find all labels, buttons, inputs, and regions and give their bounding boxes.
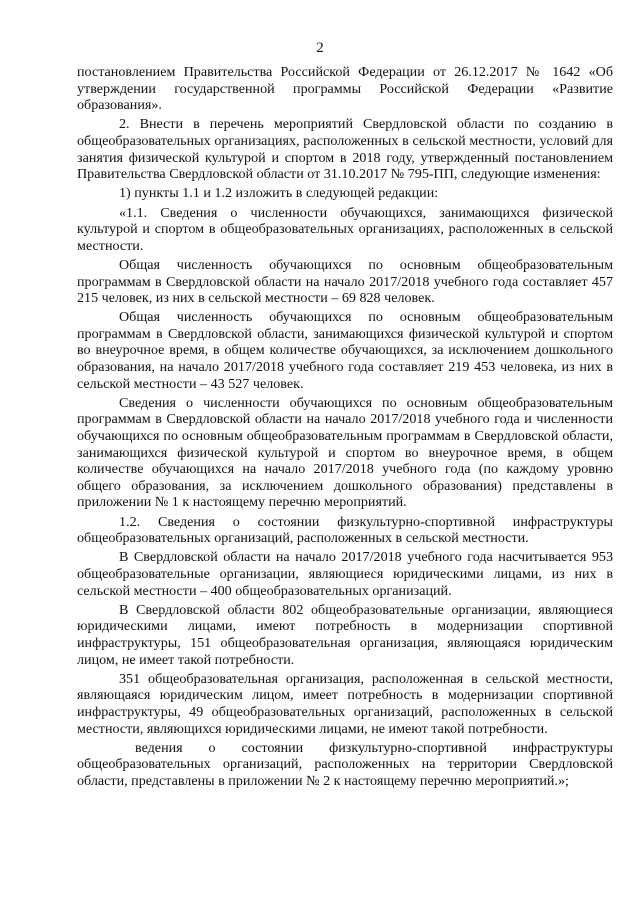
paragraph-subitem-1: 1) пункты 1.1 и 1.2 изложить в следующей редакции: — [119, 185, 439, 202]
paragraph-appendix-1: Сведения о численности обучающихся по основным общеобразовательным программам в Свердловской области на начало 2017/2018 учебного года и численности обучающихся по основным общеобразовательным программам в Свердловской области, занимающихся физической культурой и спортом во внеурочное время, в общем количестве обучающихся на начало 2017/2018 учебного года (по каждому уровню общего образования, за исключением дошкольного образования) представлены в приложении № 1 к настоящему перечню мероприятий. — [77, 394, 613, 511]
paragraph-1-1-heading: «1.1. Сведения о численности обучающихся, занимающихся физической культурой и спортом в общеобразовательных организациях, расположенных в сельской местности. — [77, 204, 613, 254]
document-body — [77, 64, 613, 792]
paragraph-rural-modernization: 351 общеобразовательная организация, расположенная в сельской местности, являющаяся юридическим лицом, имеет потребность в модернизации спортивной инфраструктуры, 49 общеобразовательных организаций, расположенных в сельской местности, являющихся юридическими лицами, не имеют такой потребности. — [77, 670, 613, 737]
paragraph-1-2-heading: 1.2. Сведения о состоянии физкультурно-спортивной инфраструктуры общеобразовательных организаций, расположенных в сельской местности. — [77, 513, 613, 547]
paragraph-intro: постановлением Правительства Российской Федерации от 26.12.2017 № 1642 «Об утверждении государственной программы Российской Федерации «Развитие образования». — [77, 64, 613, 114]
paragraph-modernization-need: В Свердловской области 802 общеобразовательные организации, являющиеся юридическими лицами, имеют потребность в модернизации спортивной инфраструктуры, 151 общеобразовательная организация, являющаяся юридическим лицом, не имеет такой потребности. — [77, 601, 613, 668]
paragraph-total-students: Общая численность обучающихся по основным общеобразовательным программам в Свердловской области на начало 2017/2018 учебного года составляет 457 215 человек, из них в сельской местности – 69 828 человек. — [77, 256, 613, 307]
paragraph-item-2: 2. Внести в перечень мероприятий Свердловской области по созданию в общеобразовательных организациях, расположенных в сельской местности, условий для занятия физической культурой и спортом в 2018 году, утвержденный постановлением Правительства Свердловской области от 31.10.2017 № 795-ПП, следующие изменения: — [77, 116, 613, 183]
paragraph-appendix-2: ведения о состоянии физкультурно-спортивной инфраструктуры общеобразовательных организаций, расположенных на территории Свердловской области, представлены в приложении № 2 к настоящему перечню мероприятий.»; — [77, 739, 613, 789]
paragraph-sport-students: Общая численность обучающихся по основным общеобразовательным программам в Свердловской области, занимающихся физической культурой и спортом во внеурочное время, в общем количестве обучающихся, за исключением дошкольного образования, на начало 2017/2018 учебного года составляет 219 453 человека, из них в сельской местности – 43 527 человек. — [77, 309, 613, 392]
page-number: 2 — [316, 40, 324, 56]
paragraph-organizations-count: В Свердловской области на начало 2017/2018 учебного года насчитывается 953 общеобразовательные организации, являющиеся юридическими лицами, из них в сельской местности – 400 общеобразовательных организаций. — [77, 549, 613, 599]
